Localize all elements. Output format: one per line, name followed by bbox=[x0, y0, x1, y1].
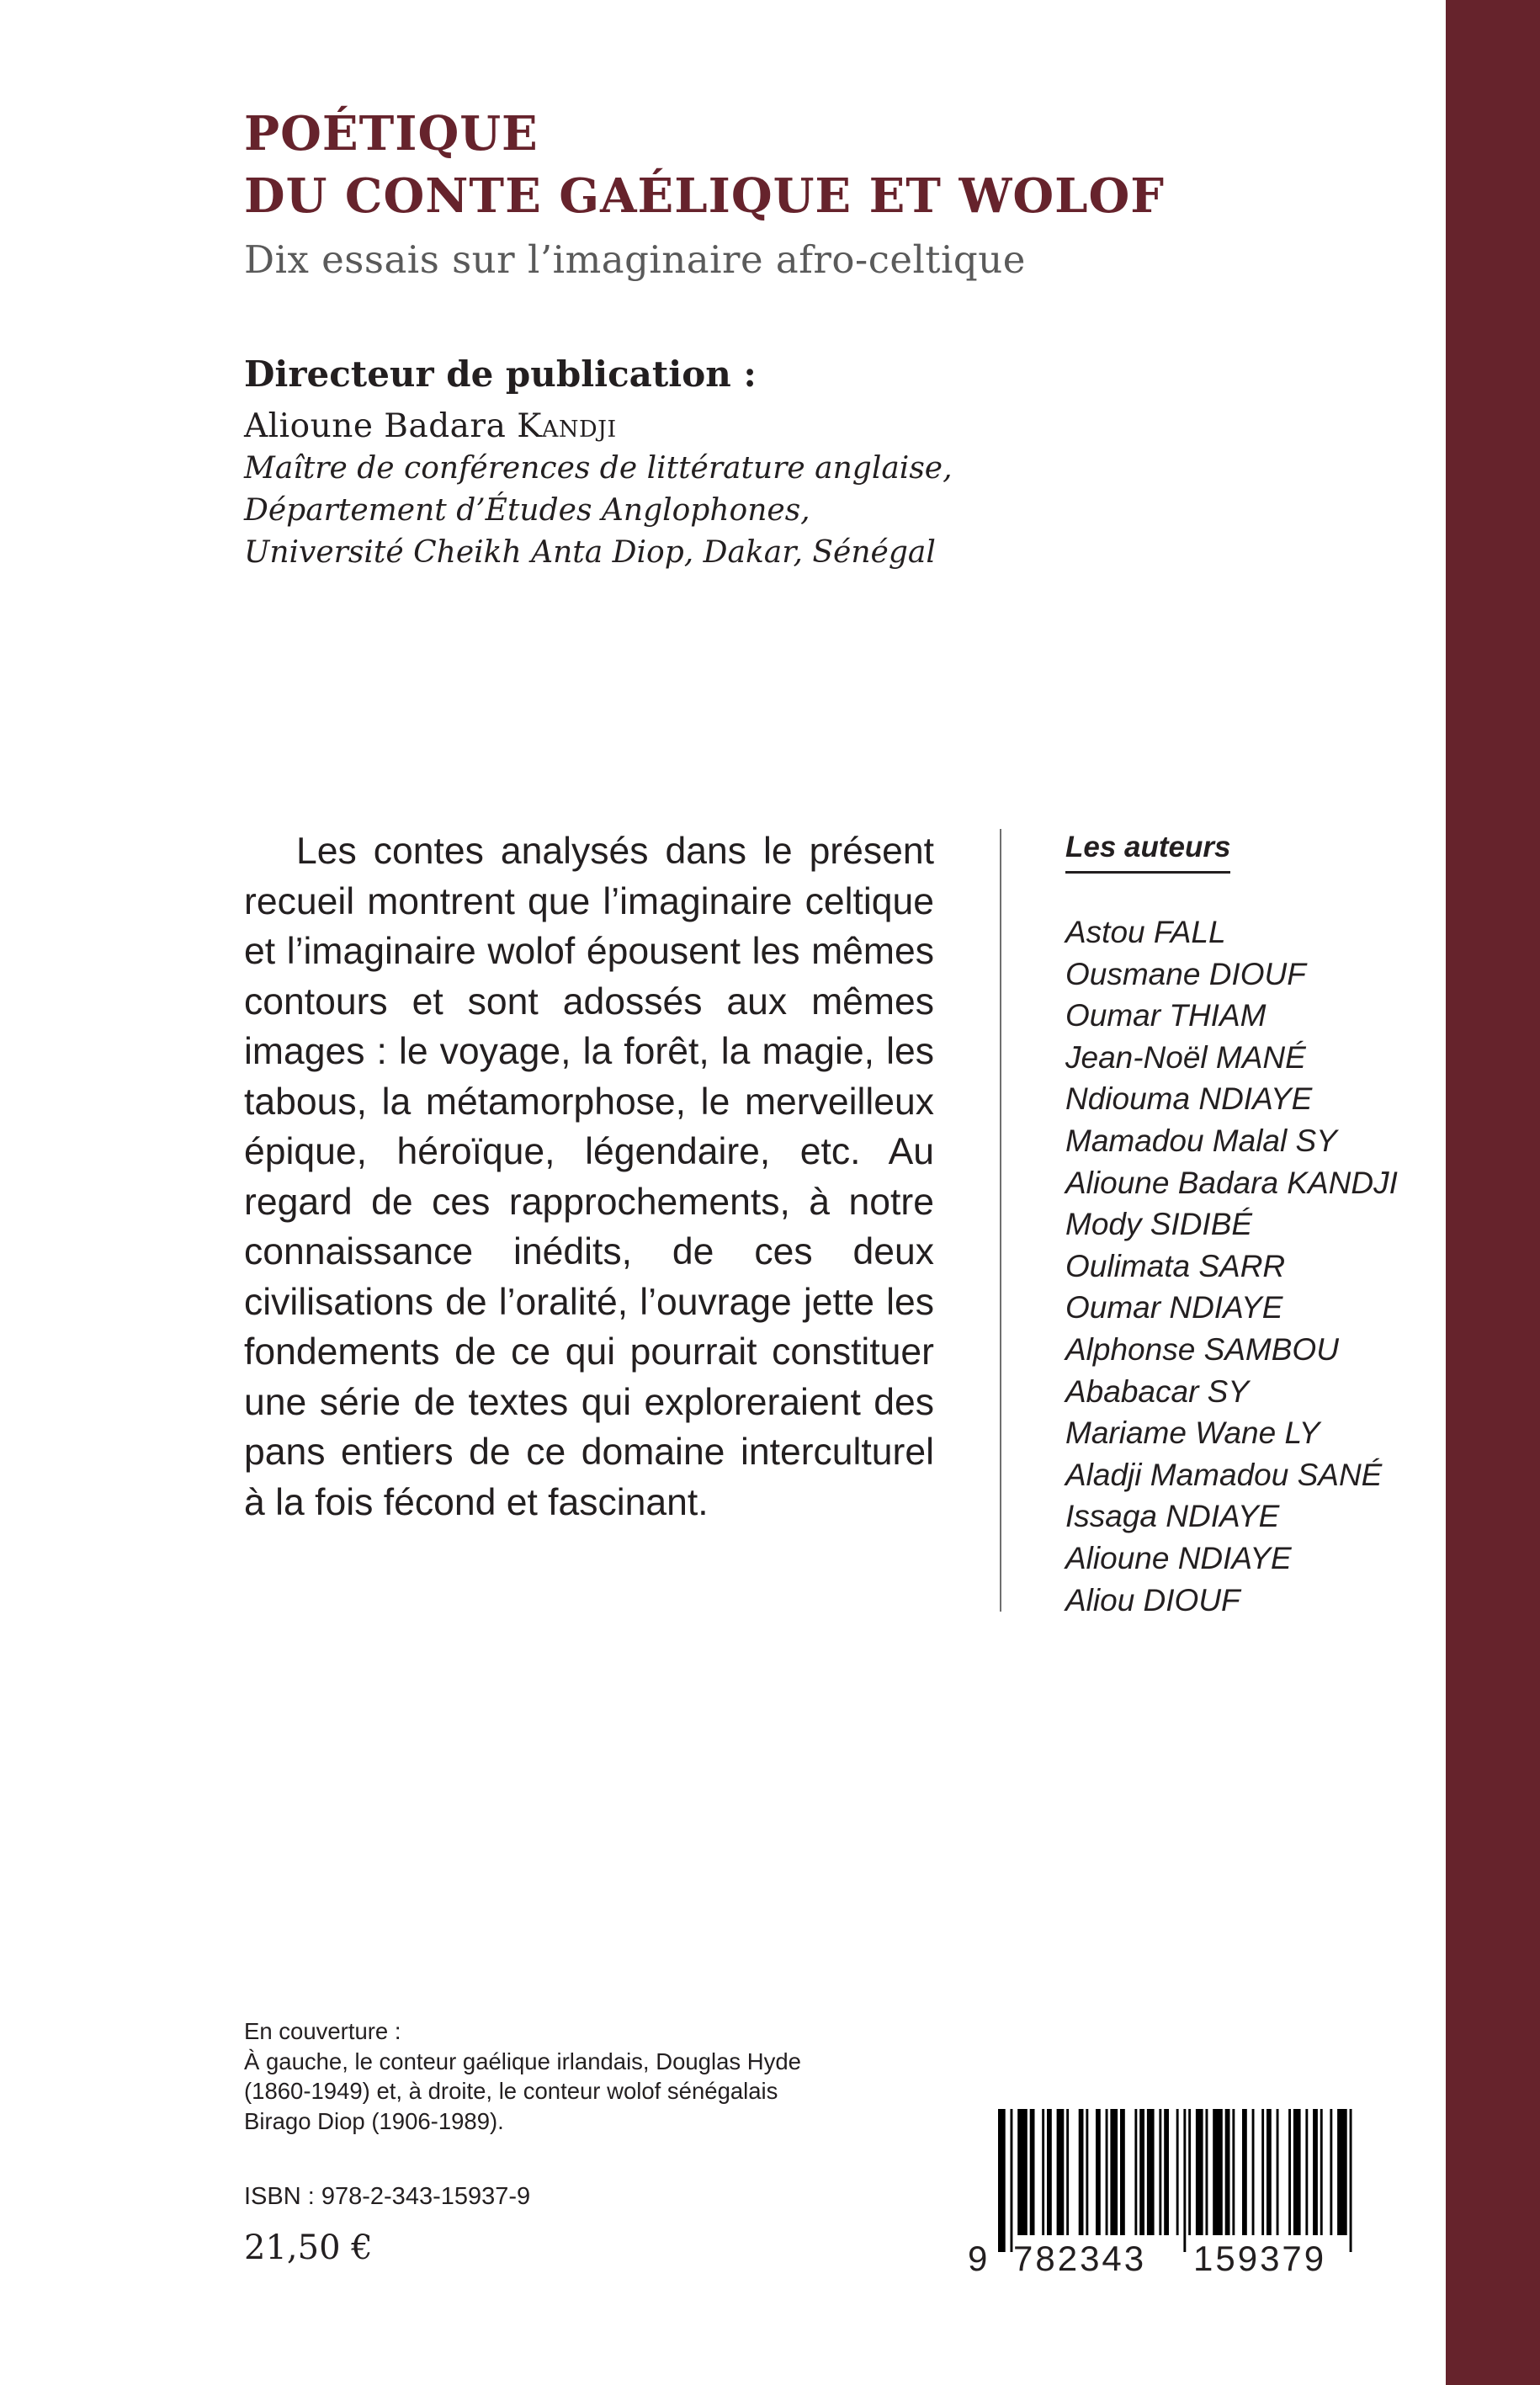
barcode-bar bbox=[1206, 2109, 1208, 2235]
author-name: Ousmane DIOUF bbox=[1065, 956, 1306, 991]
barcode-bar bbox=[1042, 2109, 1044, 2235]
barcode-bar bbox=[1313, 2109, 1318, 2235]
authors-heading: Les auteurs bbox=[1065, 829, 1230, 874]
back-cover-blurb: Les contes analysés dans le présent recueil montrent que l’imaginaire celtique et l’imaginaire wolof épousent les mêmes contours et sont adossés aux mêmes images : le voyage, la forêt, la magie, les tabous, la métamorphose, le merveilleux épique, héroïque, légendaire, etc. Au regard de ces rapprochements, à notre connaissance inédits, de ces deux civilisations de l’oralité, l’ouvrage jette les fondements de ce qui pourrait constituer une série de textes qui exploreraient des pans entiers de ce domaine interculturel à la fois fécond et fascinant. bbox=[244, 831, 934, 1523]
barcode-bar bbox=[1277, 2109, 1279, 2235]
isbn-text: ISBN : 978-2-343-15937-9 bbox=[244, 2183, 531, 2210]
barcode-bar bbox=[1196, 2109, 1203, 2235]
affiliation-line: Université Cheikh Anta Diop, Dakar, Sénégal bbox=[244, 535, 936, 570]
barcode-bar bbox=[1057, 2109, 1065, 2235]
director-surname: Kandji bbox=[517, 407, 617, 445]
barcode-bar bbox=[1213, 2109, 1223, 2235]
barcode-bar bbox=[1188, 2109, 1191, 2235]
author-name: Alphonse SAMBOU bbox=[1065, 1331, 1339, 1367]
barcode-bar bbox=[1120, 2109, 1125, 2235]
spine-band bbox=[1446, 0, 1540, 2385]
author-name: Mariame Wane LY bbox=[1065, 1416, 1320, 1451]
barcode-bar bbox=[1232, 2109, 1235, 2235]
author-name: Aladji Mamadou SANÉ bbox=[1065, 1457, 1383, 1492]
cover-credit bbox=[244, 2016, 801, 2136]
barcode-bars bbox=[998, 2109, 1394, 2252]
author-name: Jean-Noël MANÉ bbox=[1065, 1039, 1306, 1075]
barcode-bar bbox=[1164, 2109, 1169, 2235]
director-name bbox=[244, 407, 617, 445]
barcode-bar bbox=[1261, 2109, 1264, 2235]
barcode-bar bbox=[1017, 2109, 1028, 2235]
barcode-bar bbox=[1305, 2109, 1308, 2235]
column-divider bbox=[1000, 829, 1001, 1612]
cover-credit-line: (1860-1949) et, à droite, le conteur wolof sénégalais bbox=[244, 2078, 778, 2104]
barcode-bar bbox=[1066, 2109, 1069, 2235]
director-first-names: Alioune Badara bbox=[244, 407, 507, 445]
author-name: Alioune Badara KANDJI bbox=[1065, 1165, 1398, 1200]
barcode bbox=[968, 2104, 1405, 2289]
barcode-bar bbox=[1106, 2109, 1108, 2235]
cover-credit-line: À gauche, le conteur gaélique irlandais, Douglas Hyde bbox=[244, 2048, 801, 2074]
barcode-bar bbox=[1134, 2109, 1137, 2235]
barcode-bar bbox=[1320, 2109, 1323, 2235]
barcode-bar bbox=[1011, 2109, 1013, 2252]
director-heading: Directeur de publication : bbox=[244, 353, 757, 395]
barcode-bar bbox=[1252, 2109, 1255, 2235]
barcode-bar bbox=[998, 2109, 1006, 2252]
barcode-bar bbox=[1176, 2109, 1179, 2235]
barcode-bar bbox=[1330, 2109, 1332, 2235]
barcode-bar bbox=[1288, 2109, 1291, 2235]
barcode-bar bbox=[1096, 2109, 1101, 2235]
title-line-1: POÉTIQUE bbox=[244, 106, 539, 162]
barcode-bar bbox=[1147, 2109, 1155, 2235]
affiliation-line: Département d’Études Anglophones, bbox=[244, 493, 810, 528]
barcode-digit-group-1: 782343 bbox=[1013, 2239, 1147, 2278]
author-name: Oumar NDIAYE bbox=[1065, 1290, 1283, 1325]
book-title bbox=[244, 103, 1165, 227]
barcode-bar bbox=[1350, 2109, 1352, 2252]
author-name: Astou FALL bbox=[1065, 915, 1226, 949]
barcode-bar bbox=[1086, 2109, 1088, 2235]
affiliation-line: Maître de conférences de littérature anglaise, bbox=[244, 451, 953, 486]
author-name: Oulimata SARR bbox=[1065, 1248, 1286, 1283]
book-subtitle: Dix essais sur l’imaginaire afro-celtique bbox=[244, 237, 1026, 282]
author-name: Issaga NDIAYE bbox=[1065, 1499, 1280, 1534]
authors-list bbox=[1065, 911, 1398, 1621]
author-name: Oumar THIAM bbox=[1065, 998, 1267, 1033]
barcode-bar bbox=[1079, 2109, 1084, 2235]
barcode-bar bbox=[1337, 2109, 1347, 2235]
barcode-bar bbox=[1110, 2109, 1118, 2235]
author-name: Mamadou Malal SY bbox=[1065, 1123, 1337, 1158]
cover-credit-line: En couverture : bbox=[244, 2018, 401, 2044]
barcode-bar bbox=[1159, 2109, 1161, 2235]
barcode-digit-group-2: 159379 bbox=[1193, 2239, 1327, 2278]
director-affiliation bbox=[244, 448, 953, 574]
author-name: Ndiouma NDIAYE bbox=[1065, 1081, 1313, 1117]
barcode-bar bbox=[1047, 2109, 1052, 2235]
barcode-digit-first: 9 bbox=[968, 2239, 990, 2278]
barcode-bar bbox=[1139, 2109, 1144, 2235]
cover-credit-line: Birago Diop (1906-1989). bbox=[244, 2107, 504, 2134]
price: 21,50 € bbox=[244, 2228, 373, 2267]
barcode-bar bbox=[1242, 2109, 1247, 2235]
barcode-bar bbox=[1267, 2109, 1272, 2235]
author-name: Ababacar SY bbox=[1065, 1373, 1250, 1409]
author-name: Alioune NDIAYE bbox=[1065, 1540, 1292, 1575]
author-name: Mody SIDIBÉ bbox=[1065, 1207, 1253, 1242]
barcode-bar bbox=[1030, 2109, 1035, 2235]
title-line-2: DU CONTE GAÉLIQUE ET WOLOF bbox=[244, 168, 1166, 224]
barcode-bar bbox=[1293, 2109, 1301, 2235]
author-name: Aliou DIOUF bbox=[1065, 1582, 1240, 1617]
barcode-bar bbox=[1183, 2109, 1186, 2252]
barcode-bar bbox=[1225, 2109, 1230, 2235]
